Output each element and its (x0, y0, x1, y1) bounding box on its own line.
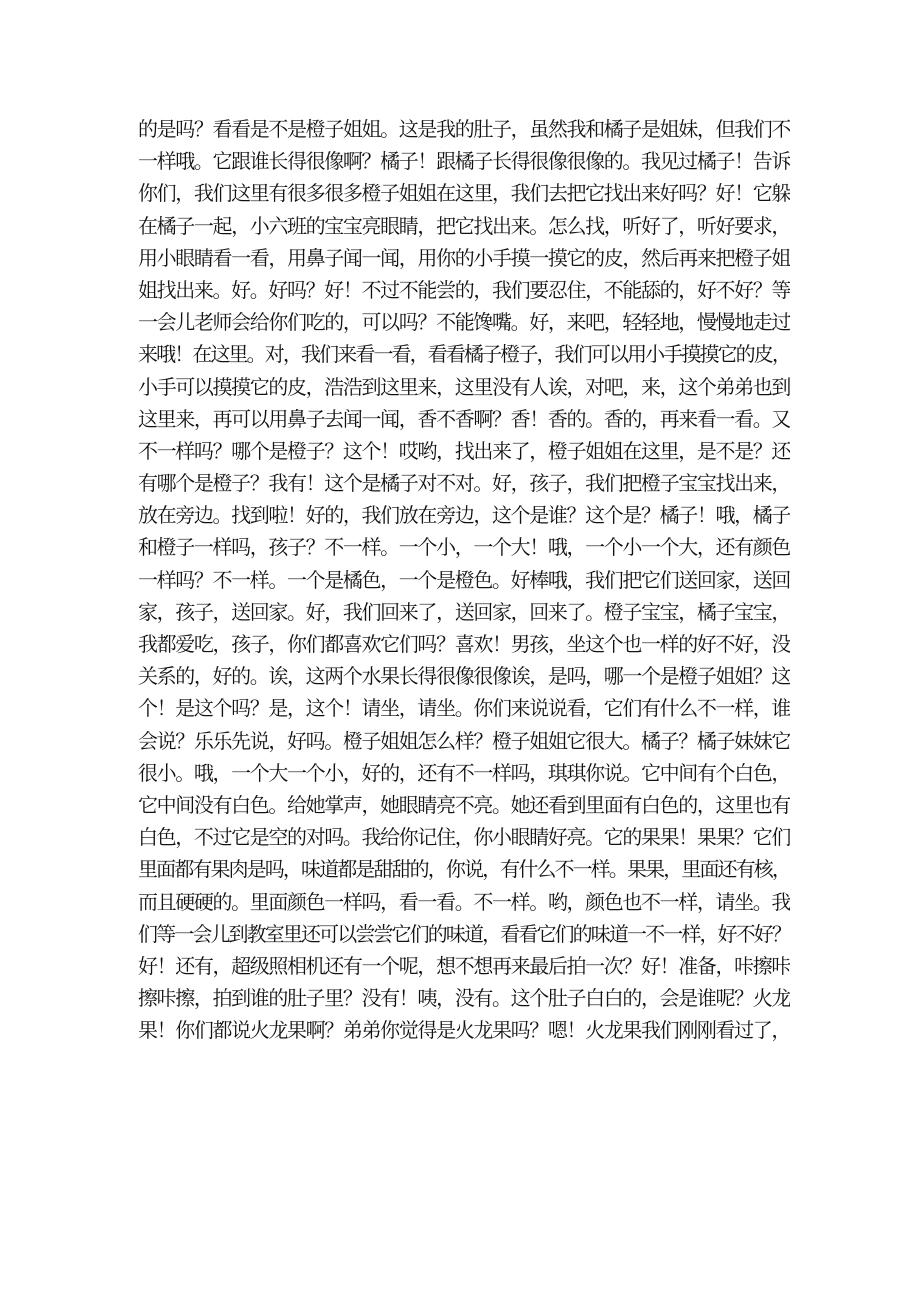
text-line: 和橙子一样吗，孩子？不一样。一个小，一个大！哦，一个小一个大，还有颜色 (138, 535, 790, 560)
text-line: 里面都有果肉是吗，味道都是甜甜的，你说，有什么不一样。果果，里面还有核， (138, 857, 790, 882)
text-line: 一样哦。它跟谁长得很像啊？橘子！跟橘子长得很像很像的。我见过橘子！告诉 (138, 149, 790, 174)
text-line: 在橘子一起，小六班的宝宝亮眼睛，把它找出来。怎么找，听好了，听好要求， (138, 213, 790, 238)
text-line: 我都爱吃，孩子，你们都喜欢它们吗？喜欢！男孩，坐这个也一样的好不好，没 (138, 632, 790, 656)
text-line: 用小眼睛看一看，用鼻子闻一闻，用你的小手摸一摸它的皮，然后再来把橙子姐 (138, 245, 790, 270)
text-line: 好！还有，超级照相机还有一个呢，想不想再来最后拍一次？好！准备，咔擦咔 (138, 953, 790, 978)
text-line: 不一样吗？哪个是橙子？这个！哎哟，找出来了，橙子姐姐在这里，是不是？还 (138, 438, 790, 463)
text-line: 果！你们都说火龙果啊？弟弟你觉得是火龙果吗？嗯！火龙果我们刚刚看过了， (138, 1018, 790, 1043)
text-line: 会说？乐乐先说，好吗。橙子姐姐怎么样？橙子姐姐它很大。橘子？橘子妹妹它 (138, 728, 790, 753)
text-line: 这里来，再可以用鼻子去闻一闻，香不香啊？香！香的。香的，再来看一看。又 (138, 406, 790, 431)
text-line: 白色，不过它是空的对吗。我给你记住，你小眼睛好亮。它的果果！果果？它们 (138, 825, 790, 850)
text-line: 而且硬硬的。里面颜色一样吗，看一看。不一样。哟，颜色也不一样，请坐。我 (138, 889, 790, 914)
text-line: 很小。哦，一个大一个小，好的，还有不一样吗，琪琪你说。它中间有个白色， (138, 760, 790, 785)
text-line: 一会儿老师会给你们吃的，可以吗？不能馋嘴。好，来吧，轻轻地，慢慢地走过 (138, 310, 790, 335)
text-line: 小手可以摸摸它的皮，浩浩到这里来，这里没有人诶，对吧，来，这个弟弟也到 (138, 374, 790, 399)
text-line: 个！是这个吗？是，这个！请坐，请坐。你们来说说看，它们有什么不一样，谁 (138, 696, 790, 721)
text-line: 关系的，好的。诶，这两个水果长得很像很像诶，是吗，哪一个是橙子姐姐？这 (138, 664, 790, 689)
text-line: 有哪个是橙子？我有！这个是橘子对不对。好，孩子，我们把橙子宝宝找出来， (138, 471, 790, 496)
text-line: 家，孩子，送回家。好，我们回来了，送回家，回来了。橙子宝宝，橘子宝宝， (138, 599, 790, 624)
text-line: 姐找出来。好。好吗？好！不过不能尝的，我们要忍住，不能舔的，好不好？等 (138, 277, 790, 302)
text-line: 一样吗？不一样。一个是橘色，一个是橙色。好棒哦，我们把它们送回家，送回 (138, 567, 790, 592)
text-line: 的是吗？看看是不是橙子姐姐。这是我的肚子，虽然我和橘子是姐妹，但我们不 (138, 117, 790, 141)
text-line: 擦咔擦，拍到谁的肚子里？没有！咦，没有。这个肚子白白的，会是谁呢？火龙 (138, 986, 790, 1011)
text-line: 放在旁边。找到啦！好的，我们放在旁边，这个是谁？这个是？橘子！哦，橘子 (138, 503, 790, 528)
text-line: 们等一会儿到教室里还可以尝尝它们的味道，看看它们的味道一不一样，好不好？ (138, 921, 790, 946)
text-line: 它中间没有白色。给她掌声，她眼睛亮不亮。她还看到里面有白色的，这里也有 (138, 792, 790, 817)
text-line: 来哦！在这里。对，我们来看一看，看看橘子橙子，我们可以用小手摸摸它的皮， (138, 342, 790, 367)
text-line: 你们，我们这里有很多很多橙子姐姐在这里，我们去把它找出来好吗？好！它躲 (138, 181, 790, 206)
body-text (138, 113, 790, 1046)
